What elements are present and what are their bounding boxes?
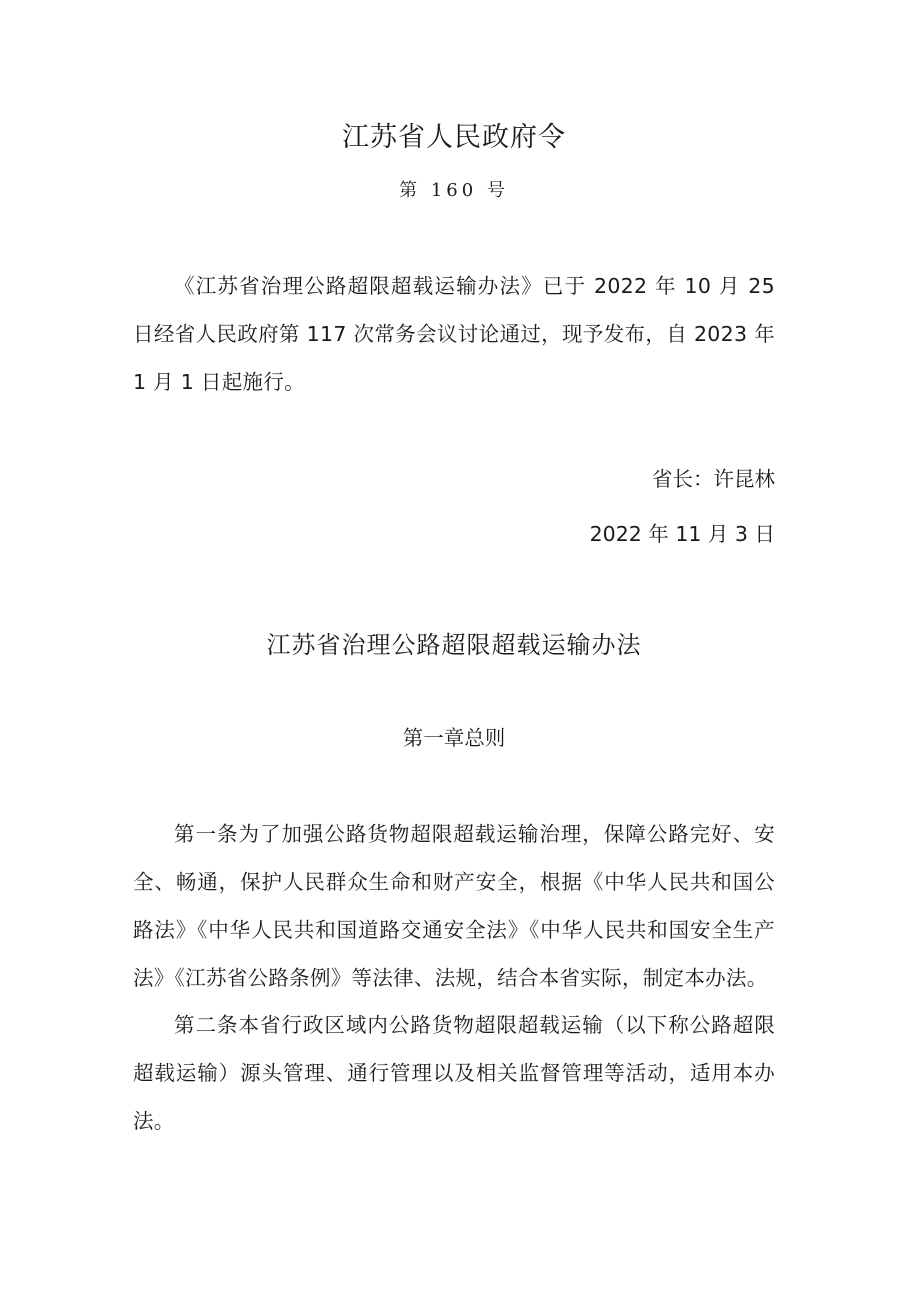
signing-date: 2022 年 11 月 3 日 xyxy=(589,522,775,546)
decree-title: 江苏省人民政府令 xyxy=(342,122,566,153)
chapter-heading: 第一章总则 xyxy=(402,726,506,750)
signer-line: 省长：许昆林 xyxy=(652,467,775,491)
regulation-title: 江苏省治理公路超限超载运输办法 xyxy=(266,631,642,659)
article-2-paragraph: 第二条本省行政区域内公路货物超限超载运输（以下称公路超限超载运输）源头管理、通行管理以及相关监督管理等活动，适用本办法。 xyxy=(133,1013,775,1133)
announcement-paragraph: 《江苏省治理公路超限超载运输办法》已于 2022 年 10 月 25 日经省人民政府第 117 次常务会议讨论通过，现予发布，自 2023 年 1 月 1 日起施行。 xyxy=(133,274,775,394)
decree-number: 第 160 号 xyxy=(399,180,509,201)
article-1-paragraph: 第一条为了加强公路货物超限超载运输治理，保障公路完好、安全、畅通，保护人民群众生命和财产安全，根据《中华人民共和国公路法》《中华人民共和国道路交通安全法》《中华人民共和国安全生产法》《江苏省公路条例》等法律、法规，结合本省实际，制定本办法。 xyxy=(133,822,775,990)
